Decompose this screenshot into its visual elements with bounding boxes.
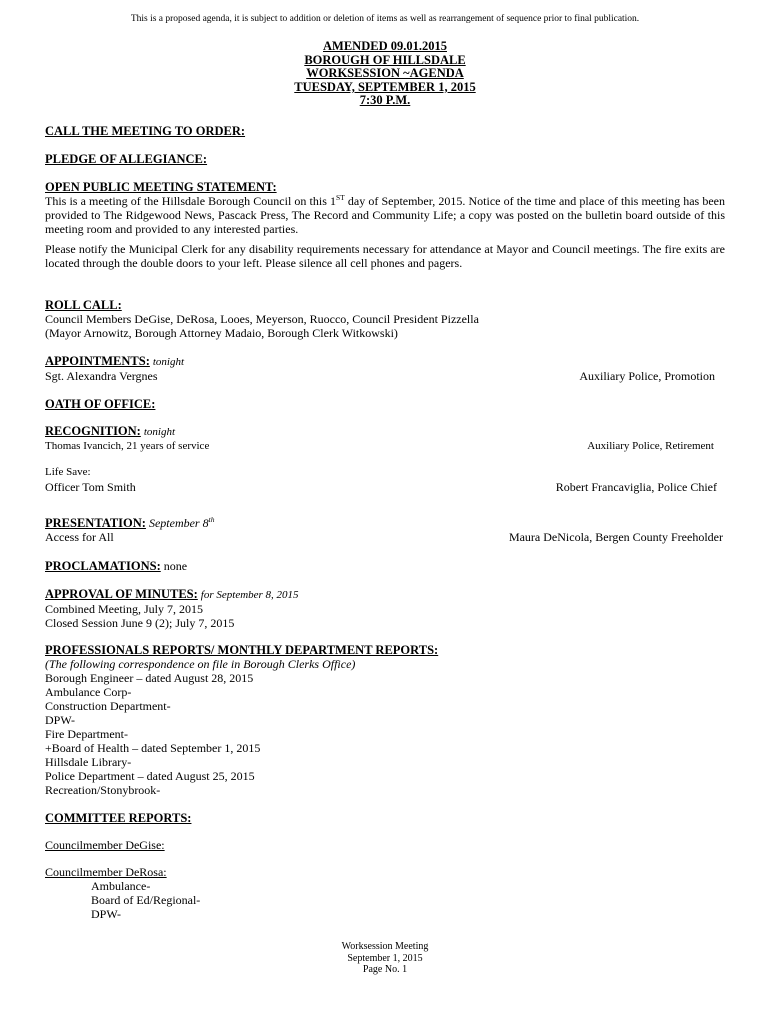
roll-call-members: Council Members DeGise, DeRosa, Looes, Meyerson, Ruocco, Council President Pizzella (45, 312, 479, 326)
call-to-order-section (45, 124, 725, 138)
pledge-heading: PLEDGE OF ALLEGIANCE: (45, 152, 208, 166)
professionals-heading: PROFESSIONALS REPORTS/ MONTHLY DEPARTMENT REPORTS: (45, 643, 439, 657)
minutes-line-1: Combined Meeting, July 7, 2015 (45, 602, 203, 616)
header-date: TUESDAY, SEPTEMBER 1, 2015 (294, 79, 476, 94)
call-to-order-heading: CALL THE MEETING TO ORDER: (45, 124, 246, 138)
committee-item: Board of Ed/Regional- (91, 893, 201, 907)
recognition-row-2: Officer Tom Smith Robert Francaviglia, Police Chief (45, 480, 717, 494)
roll-call-section (45, 298, 725, 340)
opma-statement: This is a meeting of the Hillsdale Borough Council on this 1ST day of September, 2015. Notice of the time and place of this meeting has been provided to The Ridgewood News, Pascack Press, The Record and Community Life; a copy was posted on the bulletin board outside of this meeting room and provided to any interested parties. (45, 193, 725, 236)
department-report-item: Recreation/Stonybrook- (45, 783, 161, 797)
appointments-section (45, 354, 725, 383)
committee-item: DPW- (91, 907, 121, 921)
department-report-item: Construction Department- (45, 699, 171, 713)
page-footer (45, 941, 725, 976)
roll-call-officials: (Mayor Arnowitz, Borough Attorney Madaio, Borough Clerk Witkowski) (45, 326, 398, 340)
agenda-header (45, 40, 725, 108)
oath-section (45, 397, 725, 411)
appointments-title-line: APPOINTMENTS: tonight (45, 354, 185, 368)
department-report-item: Fire Department- (45, 727, 128, 741)
minutes-title-line: APPROVAL OF MINUTES: for September 8, 2015 (45, 587, 299, 601)
minutes-section (45, 587, 725, 630)
department-report-item: Police Department – dated August 25, 2015 (45, 769, 255, 783)
proclamations-heading: PROCLAMATIONS: (45, 559, 161, 573)
committee-item: Ambulance- (91, 879, 151, 893)
header-amended: AMENDED 09.01.2015 (323, 39, 447, 53)
disclaimer-text: This is a proposed agenda, it is subject to addition or deletion of items as well as rearrangement of sequence prior to final publication. (130, 14, 640, 24)
oath-heading: OATH OF OFFICE: (45, 397, 156, 411)
presentation-title-line: PRESENTATION: September 8th (45, 515, 215, 530)
header-worksession: WORKSESSION ~AGENDA (306, 66, 464, 81)
opma-heading: OPEN PUBLIC MEETING STATEMENT: (45, 180, 277, 194)
opma-notice: Please notify the Municipal Clerk for any disability requirements necessary for attendance at Mayor and Council meetings. The fire exits are located through the double doors to your left. Please silence all cell phones and pagers. (45, 242, 725, 270)
committee-heading: COMMITTEE REPORTS: (45, 811, 192, 825)
department-report-item: Hillsdale Library- (45, 755, 132, 769)
presentation-section (45, 516, 725, 544)
footer-date: September 1, 2015 (347, 952, 423, 964)
department-report-item: Ambulance Corp- (45, 685, 132, 699)
presentation-row: Access for All Maura DeNicola, Bergen County Freeholder (45, 530, 723, 544)
life-save-label: Life Save: (45, 466, 91, 478)
proclamations-section (45, 559, 725, 573)
minutes-line-2: Closed Session June 9 (2); July 7, 2015 (45, 616, 235, 630)
recognition-row-1: Thomas Ivancich, 21 years of service Auxiliary Police, Retirement (45, 440, 714, 452)
footer-meeting: Worksession Meeting (341, 941, 429, 952)
pledge-section (45, 152, 725, 166)
department-report-item: Borough Engineer – dated August 28, 2015 (45, 671, 254, 685)
professionals-note: (The following correspondence on file in Borough Clerks Office) (45, 657, 356, 671)
opma-section (45, 180, 725, 270)
department-report-item: +Board of Health – dated September 1, 2015 (45, 741, 261, 755)
recognition-title-line: RECOGNITION: tonight (45, 424, 176, 438)
header-borough: BOROUGH OF HILLSDALE (304, 52, 466, 67)
header-time: 7:30 P.M. (359, 93, 411, 108)
roll-call-heading: ROLL CALL: (45, 298, 122, 312)
committee-section (45, 811, 725, 921)
committee-member-derosa: Councilmember DeRosa: (45, 865, 167, 879)
recognition-section (45, 424, 725, 494)
footer-page-number: Page No. 1 (362, 964, 408, 975)
appointment-row: Sgt. Alexandra Vergnes Auxiliary Police, Promotion (45, 369, 715, 383)
department-report-item: DPW- (45, 713, 75, 727)
committee-member-degise: Councilmember DeGise: (45, 838, 165, 852)
professionals-section (45, 643, 725, 797)
proclamations-note: none (163, 559, 188, 573)
